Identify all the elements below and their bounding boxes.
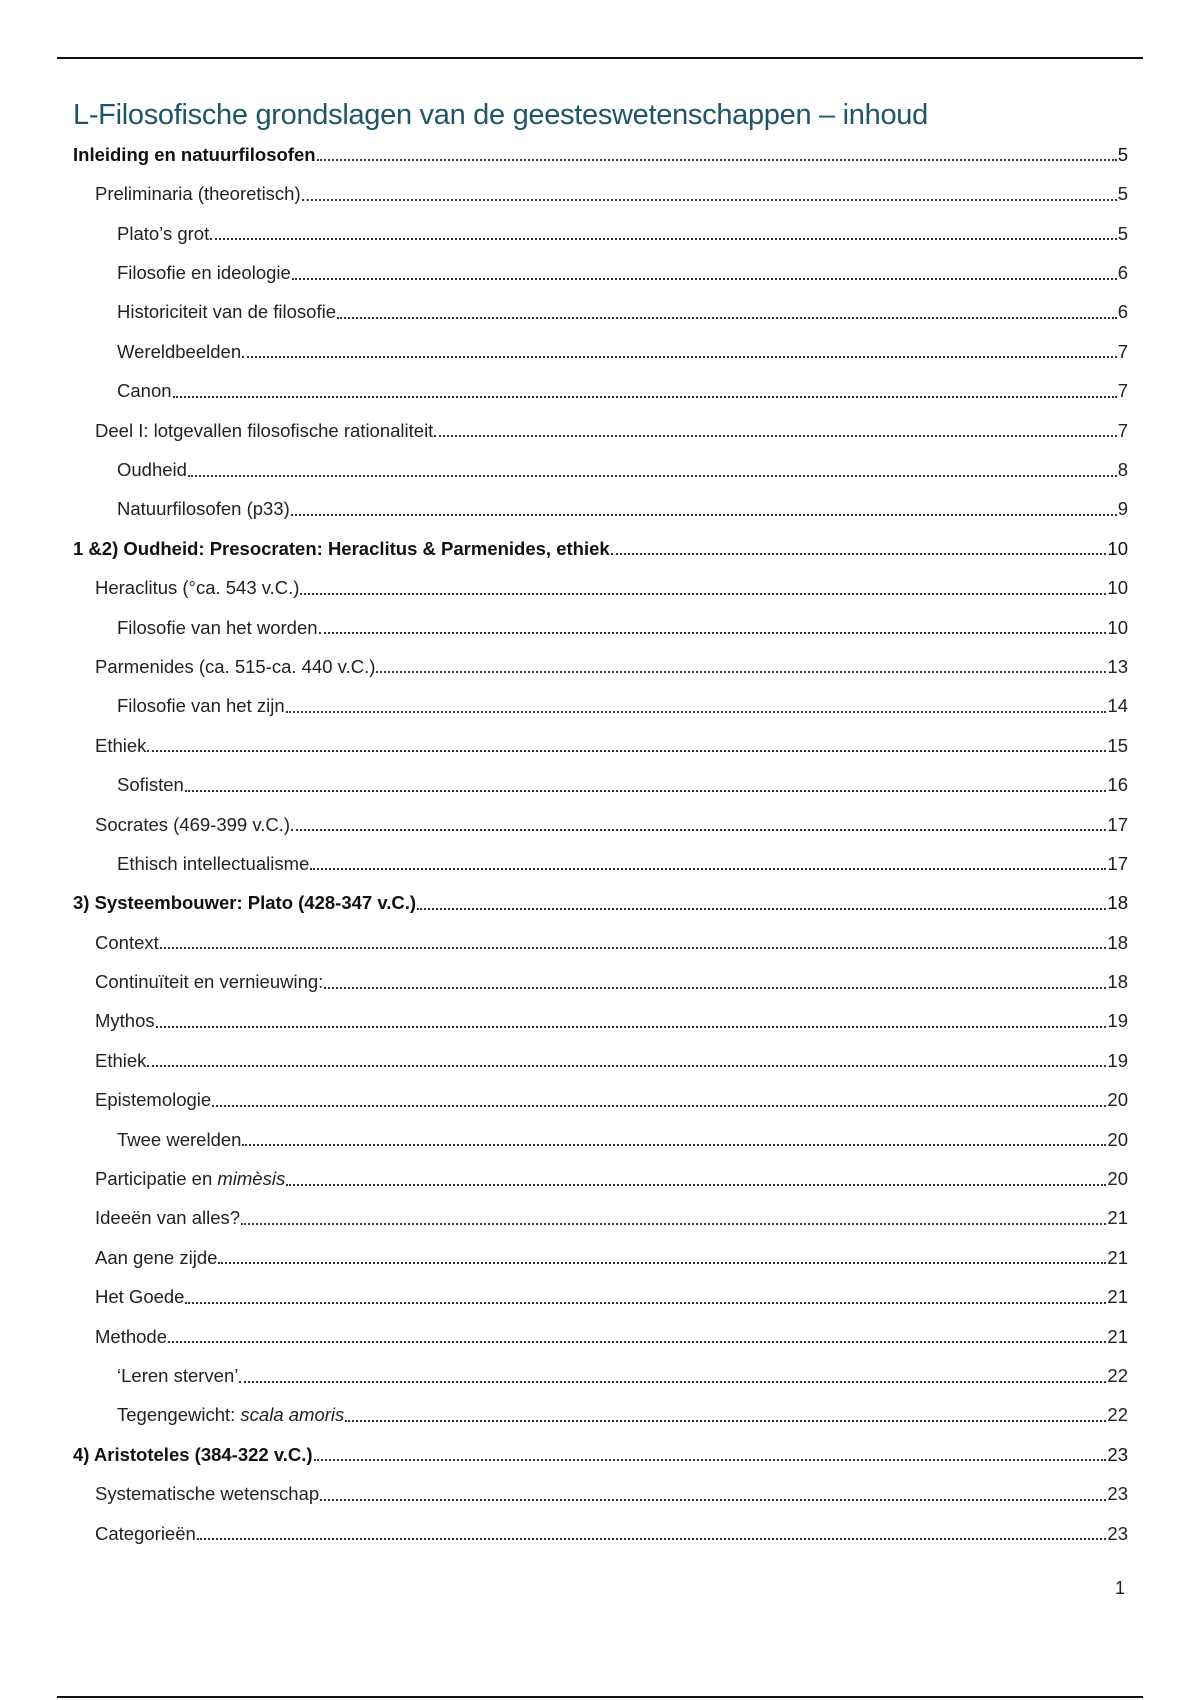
toc-entry[interactable] xyxy=(73,1118,1128,1157)
toc-entry-label-italic: mimèsis xyxy=(217,1168,286,1190)
toc-entry-page: 10 xyxy=(1107,577,1128,599)
toc-entry-page: 7 xyxy=(1117,340,1128,362)
dot-leader xyxy=(160,933,1107,949)
toc-entry-label-text: Heraclitus (°ca. 543 v.C.) xyxy=(95,577,300,599)
toc-entry-page: 18 xyxy=(1107,931,1128,953)
dot-leader xyxy=(317,145,1117,161)
toc-entry-label-text: Parmenides (ca. 515-ca. 440 v.C.) xyxy=(95,655,376,677)
table-of-contents xyxy=(73,133,1128,1551)
toc-entry-label xyxy=(95,1288,184,1307)
toc-entry-label xyxy=(95,1246,218,1268)
dot-leader xyxy=(286,1170,1106,1186)
toc-entry-label-text: Deel I: lotgevallen filosofische rationaliteit xyxy=(95,419,434,441)
toc-entry[interactable] xyxy=(73,488,1128,527)
toc-entry-label-text: Methode xyxy=(95,1325,167,1347)
toc-entry[interactable] xyxy=(73,803,1128,842)
toc-entry-label-text: Oudheid xyxy=(117,459,187,481)
toc-entry-label-text: Tegengewicht: xyxy=(117,1404,241,1426)
toc-entry[interactable] xyxy=(73,960,1128,999)
dot-leader xyxy=(310,854,1106,870)
toc-entry-page: 23 xyxy=(1107,1483,1128,1505)
toc-entry-label-text: Mythos xyxy=(95,1010,155,1032)
toc-entry[interactable] xyxy=(73,724,1128,763)
dot-leader xyxy=(434,421,1116,437)
toc-entry[interactable] xyxy=(73,1197,1128,1236)
toc-entry-label-text: Het Goede xyxy=(95,1286,185,1308)
toc-entry-label-text: 4) Aristoteles (384-322 v.C.) xyxy=(73,1443,313,1465)
toc-entry-page: 9 xyxy=(1117,498,1128,520)
toc-entry-label xyxy=(95,1325,167,1347)
toc-entry-label-text: Ethiek xyxy=(95,734,147,756)
toc-entry-page: 20 xyxy=(1107,1128,1128,1150)
toc-entry-page: 5 xyxy=(1117,143,1128,165)
toc-entry[interactable] xyxy=(73,1039,1128,1078)
toc-entry-label-text: Twee werelden xyxy=(117,1128,242,1150)
toc-entry-label xyxy=(73,537,610,559)
toc-entry-label xyxy=(73,143,316,165)
dot-leader xyxy=(337,303,1117,319)
toc-entry-label-text: Context xyxy=(95,931,159,953)
toc-entry-label xyxy=(95,1091,211,1110)
dot-leader xyxy=(324,973,1106,989)
toc-entry[interactable] xyxy=(73,1000,1128,1039)
toc-entry-label-text: Systematische wetenschap xyxy=(95,1483,320,1505)
toc-entry[interactable] xyxy=(73,133,1128,172)
toc-entry-label-text: Plato’s grot xyxy=(117,222,210,244)
dot-leader xyxy=(168,1327,1106,1343)
toc-entry-label xyxy=(117,264,291,283)
toc-entry-label xyxy=(117,1128,242,1150)
toc-entry-page: 5 xyxy=(1117,222,1128,244)
dot-leader xyxy=(417,894,1106,910)
dot-leader xyxy=(300,579,1106,595)
toc-entry-page: 19 xyxy=(1107,1049,1128,1071)
toc-entry-label-text: Ethiek xyxy=(95,1049,147,1071)
dot-leader xyxy=(188,461,1117,477)
dot-leader xyxy=(210,224,1116,240)
toc-entry-page: 18 xyxy=(1107,892,1128,914)
toc-entry-label-text: Wereldbeelden xyxy=(117,340,242,362)
toc-entry-label xyxy=(95,1170,285,1189)
dot-leader xyxy=(212,1091,1106,1107)
toc-entry-page: 7 xyxy=(1117,380,1128,402)
dot-leader xyxy=(197,1524,1107,1540)
page-title: L-Filosofische grondslagen van de geesteswetenschappen – inhoud xyxy=(73,99,928,131)
toc-entry-label-text: Filosofie van het worden xyxy=(117,616,318,638)
dot-leader xyxy=(241,1209,1106,1225)
toc-entry[interactable] xyxy=(73,1236,1128,1275)
toc-entry-page: 20 xyxy=(1107,1089,1128,1111)
toc-entry-page: 21 xyxy=(1107,1286,1128,1308)
toc-entry-page: 22 xyxy=(1107,1404,1128,1426)
toc-entry-label xyxy=(95,1049,147,1071)
dot-leader xyxy=(239,1367,1106,1383)
toc-entry-label-text: Sofisten xyxy=(117,774,184,796)
toc-entry-label xyxy=(95,973,323,992)
toc-entry-page: 6 xyxy=(1117,262,1128,284)
toc-entry-page: 10 xyxy=(1107,537,1128,559)
toc-entry[interactable] xyxy=(73,684,1128,723)
toc-entry-label xyxy=(117,340,242,362)
toc-entry-label xyxy=(117,303,336,322)
dot-leader xyxy=(291,815,1106,831)
dot-leader xyxy=(286,697,1107,713)
toc-entry[interactable] xyxy=(73,291,1128,330)
toc-entry-label-text: 3) Systeembouwer: Plato (428-347 v.C.) xyxy=(73,892,417,914)
toc-entry-label xyxy=(117,222,210,244)
toc-entry-label-text: Preliminaria (theoretisch) xyxy=(95,183,301,205)
dot-leader xyxy=(319,618,1107,634)
toc-entry-label xyxy=(95,734,147,756)
toc-entry-label xyxy=(117,382,172,401)
toc-entry-page: 20 xyxy=(1107,1168,1128,1190)
toc-entry[interactable] xyxy=(73,842,1128,881)
toc-entry-page: 16 xyxy=(1107,774,1128,796)
toc-entry-page: 8 xyxy=(1117,459,1128,481)
dot-leader xyxy=(147,1051,1106,1067)
dot-leader xyxy=(376,657,1106,673)
toc-entry-label-text: Aan gene zijde xyxy=(95,1246,218,1268)
toc-entry[interactable] xyxy=(73,921,1128,960)
dot-leader xyxy=(242,1130,1106,1146)
toc-entry-page: 14 xyxy=(1107,695,1128,717)
toc-entry-label xyxy=(95,185,301,204)
toc-entry-label-text: Participatie en xyxy=(95,1168,218,1190)
toc-entry-label xyxy=(117,852,310,874)
toc-entry-page: 23 xyxy=(1107,1443,1128,1465)
toc-entry-page: 21 xyxy=(1107,1325,1128,1347)
toc-entry-label-text: 1 &2) Oudheid: Presocraten: Heraclitus & Parmenides, ethiek xyxy=(73,537,610,559)
toc-entry-label-text: Inleiding en natuurfilosofen xyxy=(73,143,316,165)
toc-entry-label-text: Ethisch intellectualisme xyxy=(117,852,310,874)
toc-entry[interactable] xyxy=(73,645,1128,684)
toc-entry-label-text: Natuurfilosofen (p33) xyxy=(117,498,290,520)
toc-entry-label xyxy=(95,1522,196,1544)
dot-leader xyxy=(302,185,1117,201)
top-rule xyxy=(57,57,1143,59)
toc-entry[interactable] xyxy=(73,1078,1128,1117)
toc-entry-label xyxy=(95,1012,155,1031)
toc-entry-page: 13 xyxy=(1107,655,1128,677)
toc-entry[interactable] xyxy=(73,1157,1128,1196)
toc-entry-label xyxy=(95,579,299,598)
toc-entry-page: 7 xyxy=(1117,419,1128,441)
toc-entry[interactable] xyxy=(73,251,1128,290)
toc-entry-page: 21 xyxy=(1107,1207,1128,1229)
toc-entry[interactable] xyxy=(73,1433,1128,1472)
toc-entry-page: 21 xyxy=(1107,1246,1128,1268)
toc-entry[interactable] xyxy=(73,330,1128,369)
toc-entry[interactable] xyxy=(73,881,1128,920)
toc-entry[interactable] xyxy=(73,409,1128,448)
dot-leader xyxy=(147,736,1106,752)
toc-entry[interactable] xyxy=(73,1472,1128,1511)
bottom-rule xyxy=(57,1696,1143,1698)
toc-entry-label-text: Ideeën van alles? xyxy=(95,1207,241,1229)
toc-entry-page: 18 xyxy=(1107,971,1128,993)
toc-entry[interactable] xyxy=(73,763,1128,802)
dot-leader xyxy=(292,264,1117,280)
dot-leader xyxy=(320,1485,1106,1501)
toc-entry-label-text: Canon xyxy=(117,380,172,402)
dot-leader xyxy=(345,1406,1106,1422)
toc-entry-label-text: Categorieën xyxy=(95,1522,196,1544)
toc-entry[interactable] xyxy=(73,606,1128,645)
toc-entry-page: 5 xyxy=(1117,183,1128,205)
toc-entry[interactable] xyxy=(73,1354,1128,1393)
toc-entry-label-italic: scala amoris xyxy=(240,1404,345,1426)
toc-entry-label xyxy=(73,1443,313,1465)
dot-leader xyxy=(173,382,1117,398)
dot-leader xyxy=(242,342,1117,358)
toc-entry-label-text: Historiciteit van de filosofie xyxy=(117,301,337,323)
toc-entry-label xyxy=(117,616,318,638)
toc-entry-page: 17 xyxy=(1107,852,1128,874)
toc-entry-label xyxy=(117,1406,344,1425)
toc-entry-label-text: Socrates (469-399 v.C.) xyxy=(95,813,291,835)
toc-entry-label xyxy=(117,1367,238,1386)
toc-entry[interactable] xyxy=(73,212,1128,251)
toc-entry-page: 23 xyxy=(1107,1522,1128,1544)
dot-leader xyxy=(185,1288,1106,1304)
toc-entry-label-text: Continuïteit en vernieuwing: xyxy=(95,971,324,993)
toc-entry-label xyxy=(117,776,184,795)
toc-entry[interactable] xyxy=(73,448,1128,487)
toc-entry[interactable] xyxy=(73,1275,1128,1314)
toc-entry-label xyxy=(117,697,285,716)
page-number: 1 xyxy=(1114,1578,1125,1598)
toc-entry-page: 15 xyxy=(1107,734,1128,756)
toc-entry[interactable] xyxy=(73,566,1128,605)
dot-leader xyxy=(314,1445,1107,1461)
toc-entry-label xyxy=(95,419,434,441)
toc-entry-label-text: Filosofie van het zijn xyxy=(117,695,285,717)
dot-leader xyxy=(185,776,1107,792)
toc-entry-label xyxy=(95,655,376,677)
toc-entry[interactable] xyxy=(73,527,1128,566)
toc-entry-label xyxy=(95,1485,319,1504)
toc-entry-page: 22 xyxy=(1107,1365,1128,1386)
toc-entry-label xyxy=(95,1209,240,1228)
dot-leader xyxy=(291,500,1117,516)
toc-entry-label-text: Epistemologie xyxy=(95,1089,212,1111)
toc-entry-page: 6 xyxy=(1117,301,1128,323)
toc-entry[interactable] xyxy=(73,1512,1128,1551)
toc-entry[interactable] xyxy=(73,172,1128,211)
toc-entry-label xyxy=(117,500,290,519)
dot-leader xyxy=(218,1248,1106,1264)
toc-entry-label xyxy=(117,461,187,480)
toc-entry[interactable] xyxy=(73,1394,1128,1433)
toc-entry-label xyxy=(95,931,159,953)
toc-entry-label xyxy=(73,894,416,913)
toc-entry-page: 10 xyxy=(1107,616,1128,638)
toc-entry-label-text: ‘Leren sterven’ xyxy=(117,1365,239,1386)
toc-entry-page: 19 xyxy=(1107,1010,1128,1032)
dot-leader xyxy=(611,539,1107,555)
toc-entry-label xyxy=(95,813,291,835)
toc-entry[interactable] xyxy=(73,369,1128,408)
toc-entry-label-text: Filosofie en ideologie xyxy=(117,262,291,284)
dot-leader xyxy=(156,1012,1107,1028)
toc-entry-page: 17 xyxy=(1107,813,1128,835)
toc-entry[interactable] xyxy=(73,1315,1128,1354)
